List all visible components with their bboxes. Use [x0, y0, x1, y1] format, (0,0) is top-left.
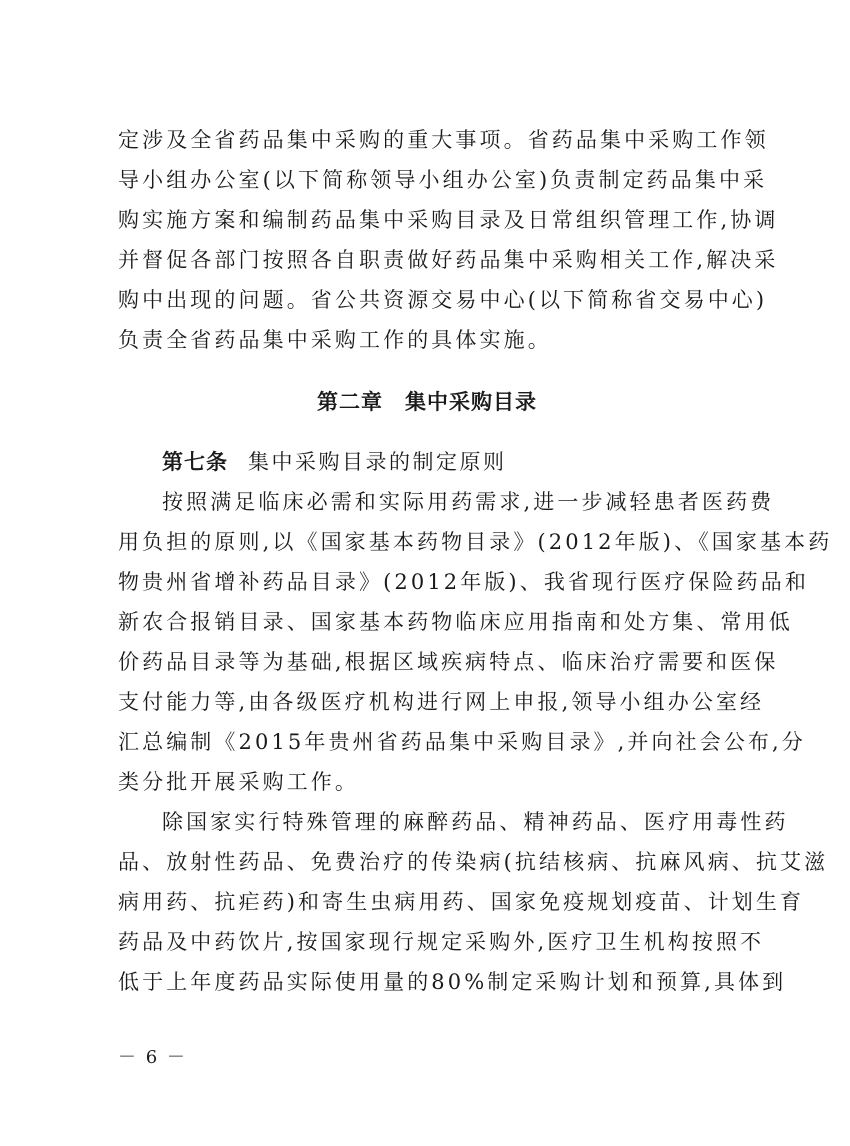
article-title: 集中采购目录的制定原则 [248, 450, 507, 474]
text-line: 病用药、抗疟药)和寄生虫病用药、国家免疫规划疫苗、计划生育 [118, 890, 805, 914]
text-line: 用负担的原则,以《国家基本药物目录》(2012年版)、《国家基本药 [118, 530, 833, 554]
text-line: 负责全省药品集中采购工作的具体实施。 [118, 328, 552, 352]
text-line: 购实施方案和编制药品集中采购目录及日常组织管理工作,协调 [118, 208, 779, 232]
article-heading [118, 442, 736, 482]
text-line: 除国家实行特殊管理的麻醉药品、精神药品、医疗用毒性药 [162, 810, 789, 834]
text-line: 并督促各部门按照各自职责做好药品集中采购相关工作,解决采 [118, 248, 779, 272]
text-line: 物贵州省增补药品目录》(2012年版)、我省现行医疗保险药品和 [118, 570, 809, 594]
text-line: 类分批开展采购工作。 [118, 770, 359, 794]
text-line: 支付能力等,由各级医疗机构进行网上申报,领导小组办公室经 [118, 690, 765, 714]
paragraph-1 [118, 120, 779, 360]
text-line: 定涉及全省药品集中采购的重大事项。省药品集中采购工作领 [118, 128, 769, 152]
text-line: 品、放射性药品、免费治疗的传染病(抗结核病、抗麻风病、抗艾滋 [118, 850, 829, 874]
text-line: 低于上年度药品实际使用量的80%制定采购计划和预算,具体到 [118, 970, 787, 994]
paragraph-3 [118, 802, 829, 1002]
text-line: 价药品目录等为基础,根据区域疾病特点、临床治疗需要和医保 [118, 650, 779, 674]
paragraph-2 [118, 482, 833, 802]
text-line: 导小组办公室(以下简称领导小组办公室)负责制定药品集中采 [118, 168, 768, 192]
text-line: 购中出现的问题。省公共资源交易中心(以下简称省交易中心) [118, 288, 768, 312]
chapter-heading: 第二章 集中采购目录 [317, 390, 537, 414]
text-line: 药品及中药饮片,按国家现行规定采购外,医疗卫生机构按照不 [118, 930, 765, 954]
text-line: 按照满足临床必需和实际用药需求,进一步减轻患者医药费 [162, 490, 775, 514]
text-line: 汇总编制《2015年贵州省药品集中采购目录》,并向社会公布,分 [118, 730, 806, 754]
document-page [118, 120, 833, 1002]
article-number: 第七条 [162, 450, 228, 474]
text-line: 新农合报销目录、国家基本药物临床应用指南和处方集、常用低 [118, 610, 793, 634]
page-number: － 6 － [118, 1047, 187, 1068]
